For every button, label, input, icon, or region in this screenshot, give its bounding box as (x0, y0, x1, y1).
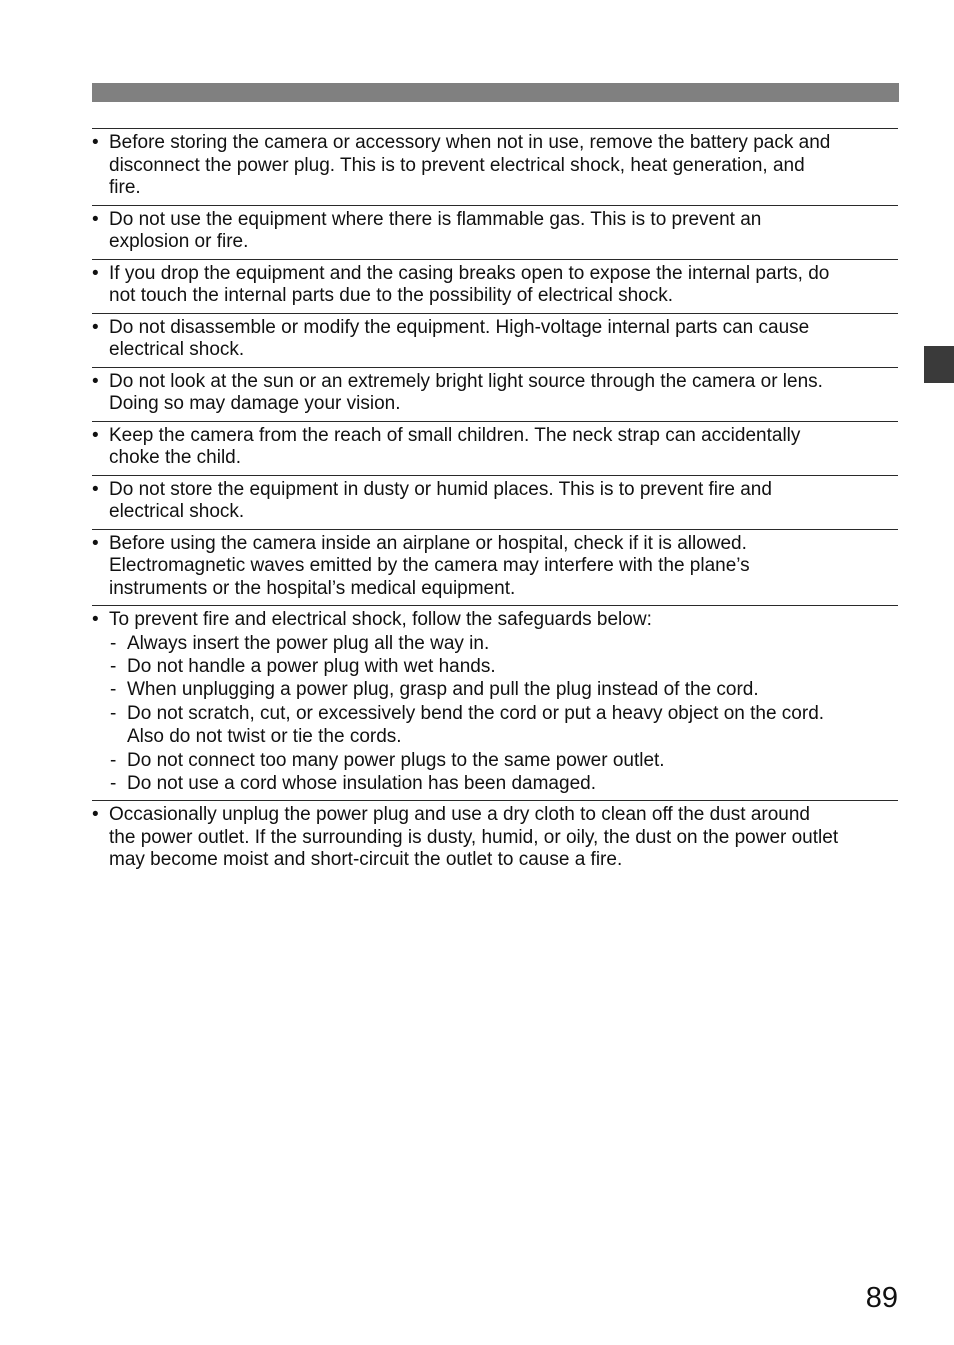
chapter-tab-marker (924, 346, 954, 383)
list-item (92, 800, 898, 877)
sublist-item: - Do not scratch, cut, or excessively bend the cord or put a heavy object on the cord. Also do not twist or tie the cords. (109, 702, 894, 749)
sublist-item: - Do not connect too many power plugs to the same power outlet. (109, 749, 894, 772)
sublist-item: - Always insert the power plug all the way in. (109, 632, 894, 655)
list-item-text: • If you drop the equipment and the casing breaks open to expose the internal parts, do not touch the internal parts due to the possibility of electrical shock. (109, 262, 830, 306)
sublist-item: - Do not use a cord whose insulation has been damaged. (109, 772, 894, 795)
list-item-text: • Do not disassemble or modify the equipment. High-voltage internal parts can cause electrical shock. (109, 316, 810, 360)
list-item-text: • Before storing the camera or accessory when not in use, remove the battery pack and disconnect the power plug. This is to prevent electrical shock, heat generation, and fire. (109, 132, 831, 198)
list-item (92, 128, 898, 205)
list-item-text: • Before using the camera inside an airplane or hospital, check if it is allowed. Electromagnetic waves emitted by the camera may interfere with the plane’s instruments or the hospital’s medical equipment. (109, 532, 750, 599)
list-item-text: • To prevent fire and electrical shock, follow the safeguards below: (109, 609, 652, 630)
list-item (92, 475, 898, 529)
list-item (92, 205, 898, 259)
list-item (92, 605, 898, 800)
list-item-text: • Keep the camera from the reach of small children. The neck strap can accidentally choke the child. (109, 424, 801, 468)
list-item (92, 259, 898, 313)
list-item-text: • Do not look at the sun or an extremely bright light source through the camera or lens. Doing so may damage your vision. (109, 370, 823, 414)
list-item (92, 367, 898, 421)
sublist-item: - When unplugging a power plug, grasp and pull the plug instead of the cord. (109, 678, 894, 701)
list-item-text: • Do not use the equipment where there is flammable gas. This is to prevent an explosion or fire. (109, 208, 762, 252)
list-item (92, 421, 898, 475)
sublist-item: - Do not handle a power plug with wet hands. (109, 655, 894, 678)
safeguards-sublist (109, 632, 894, 796)
list-item-text: • Do not store the equipment in dusty or humid places. This is to prevent fire and electrical shock. (109, 478, 772, 522)
page-number: 89 (865, 1282, 898, 1314)
safety-precautions-list (92, 128, 898, 877)
list-item (92, 529, 898, 606)
list-item-text: • Occasionally unplug the power plug and use a dry cloth to clean off the dust around the power outlet. If the surrounding is dusty, humid, or oily, the dust on the power outlet may become moist and short-circuit the outlet to cause a fire. (109, 804, 839, 871)
list-item (92, 313, 898, 367)
header-bar (92, 83, 899, 102)
